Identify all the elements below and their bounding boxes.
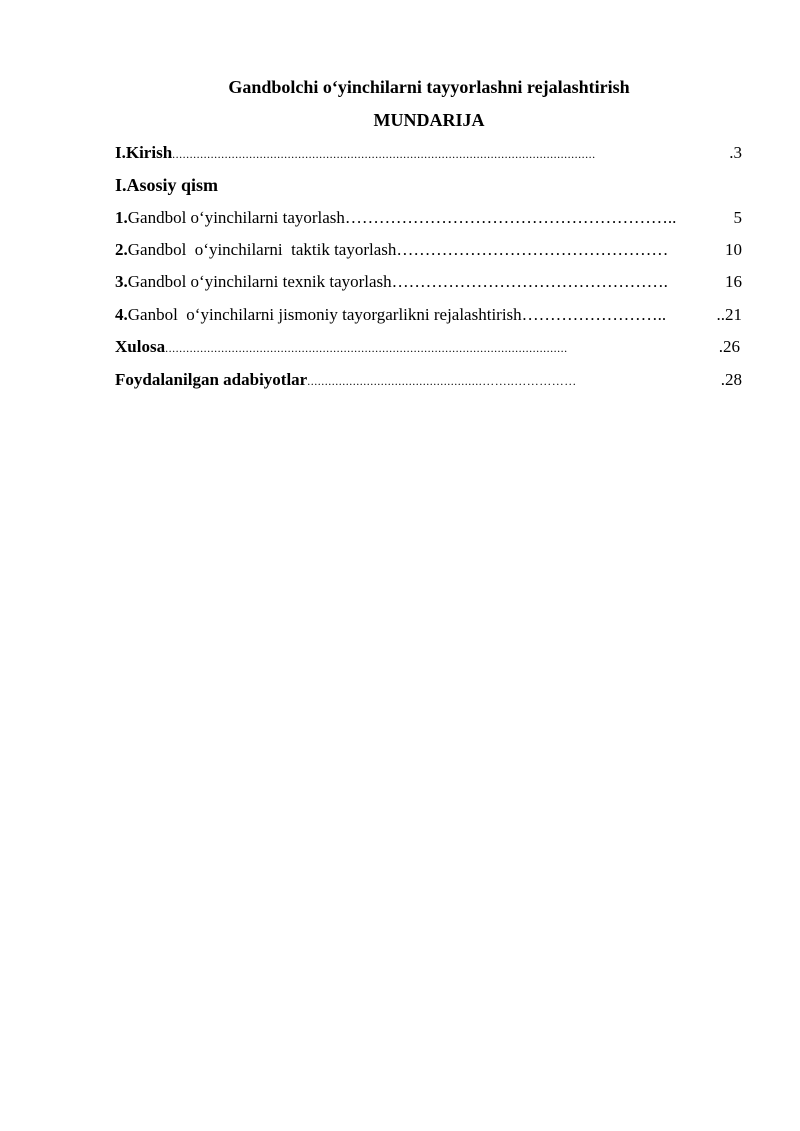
- toc-leader-dots: ……………………..: [521, 305, 667, 324]
- toc-entry-number: 3.: [115, 272, 128, 291]
- toc-entry-number: 1.: [115, 208, 128, 227]
- toc-entry: [115, 239, 742, 261]
- toc-entry: [115, 271, 742, 293]
- toc-entry-references: [115, 369, 742, 391]
- toc-entry-label: Ganbol o‘yinchilarni jismoniy tayorgarlikni rejalashtirish: [127, 305, 522, 324]
- toc-page-number: 10: [725, 240, 742, 259]
- toc-page-number: 5: [733, 208, 742, 227]
- toc-page-number: 16: [725, 272, 742, 291]
- toc-entry-label: Gandbol o‘yinchilarni tayorlash: [127, 208, 345, 227]
- toc-page-number: ..21: [716, 305, 742, 324]
- toc-leader-dots: ………………………………………….: [391, 272, 668, 291]
- toc-leader-dots: …………………………………………………..: [344, 208, 677, 227]
- toc-entry-label: Gandbol o‘yinchilarni taktik tayorlash: [127, 240, 397, 259]
- toc-entry-label: Gandbol o‘yinchilarni texnik tayorlash: [127, 272, 392, 291]
- toc-leader-dots: …………………………………………: [396, 240, 669, 259]
- toc-leader-dots: ..................................................……..……………: [307, 374, 577, 388]
- toc-leader-dots: ...................................................................................................................: [165, 341, 568, 355]
- toc-entry-label: I.Kirish: [115, 143, 173, 162]
- toc-section-heading: I.Asosiy qism: [115, 175, 219, 195]
- toc-entry-intro: [115, 142, 742, 164]
- toc-entry: [115, 304, 742, 326]
- toc-entry-conclusion: [115, 336, 740, 358]
- toc-page-number: .28: [720, 370, 742, 389]
- toc-page-number: .3: [729, 143, 742, 162]
- toc-entry-number: 2.: [115, 240, 128, 259]
- toc-entry-number: 4.: [115, 305, 128, 324]
- toc-leader-dots: .........................................................................................................................: [172, 147, 596, 161]
- toc-entry-label: Xulosa: [115, 337, 166, 356]
- toc-entry-label: Foydalanilgan adabiyotlar: [115, 370, 308, 389]
- toc-entry: [115, 207, 742, 229]
- toc-heading: MUNDARIJA: [373, 110, 485, 130]
- document-title: Gandbolchi o‘yinchilarni tayyorlashni rejalashtirish: [228, 77, 630, 97]
- toc-page-number: .26: [718, 337, 740, 356]
